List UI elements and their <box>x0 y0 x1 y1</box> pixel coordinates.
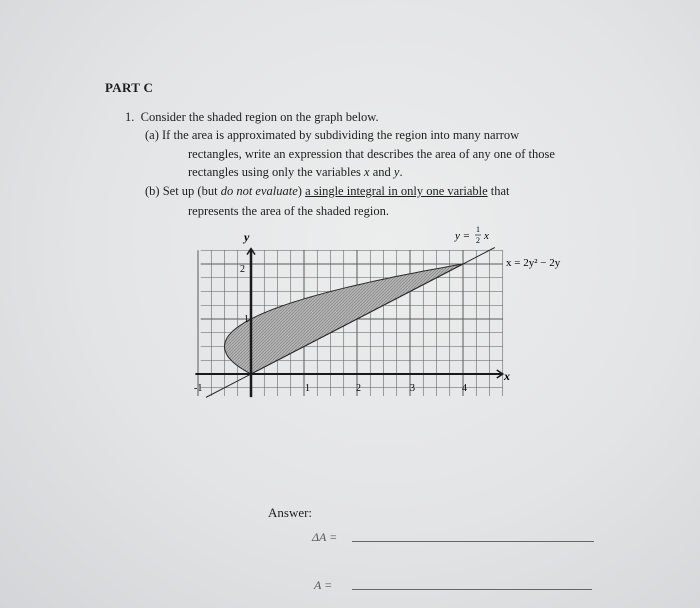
question-stem: Consider the shaded region on the graph below. <box>140 110 379 124</box>
delta-area-label: ΔA = <box>312 530 338 544</box>
part-a-text-3: rectangles using only the variables <box>188 165 364 179</box>
x-tick-2: 2 <box>356 383 361 394</box>
part-a-label: (a) <box>145 128 159 142</box>
var-y: y <box>393 165 400 179</box>
y-tick-1: 1 <box>244 314 249 325</box>
part-b-line-2: represents the area of the shaded region. <box>188 204 389 218</box>
part-b-mid: ) <box>297 184 306 198</box>
part-a-line-2: rectangles, write an expression that describes the area of any one of those <box>188 147 555 161</box>
part-a-and: and <box>369 165 394 179</box>
x-axis-label: x <box>504 369 510 383</box>
line-equation-var: x <box>484 230 489 242</box>
delta-area-answer-line[interactable] <box>352 541 594 542</box>
part-a-period: . <box>399 165 403 179</box>
part-b-italic: do not evaluate <box>220 184 298 198</box>
area-label: A = <box>314 578 333 592</box>
x-tick-3: 3 <box>410 383 415 394</box>
y-tick-2: 2 <box>240 264 245 275</box>
x-tick-neg1: -1 <box>194 383 203 394</box>
x-tick-1: 1 <box>305 383 310 394</box>
line-equation-den: 2 <box>476 236 480 245</box>
part-b-pre: Set up (but <box>162 184 221 198</box>
question-number: 1. <box>125 110 135 124</box>
y-axis-label: y <box>244 230 250 244</box>
part-b-post: that <box>487 184 510 198</box>
x-tick-4: 4 <box>462 383 467 394</box>
var-x: x <box>364 165 370 179</box>
part-b-label: (b) <box>145 184 160 198</box>
line-equation-num: 1 <box>476 225 480 234</box>
part-heading: PART C <box>105 80 154 95</box>
part-a-text-1: If the area is approximated by subdividing the region into many narrow <box>162 128 520 142</box>
answer-label: Answer: <box>268 505 313 520</box>
area-answer-line[interactable] <box>352 589 592 590</box>
curve-equation: x = 2y² − 2y <box>506 257 561 269</box>
part-b-underlined: a single integral in only one variable <box>305 184 488 198</box>
line-equation-lhs: y = <box>455 230 471 242</box>
